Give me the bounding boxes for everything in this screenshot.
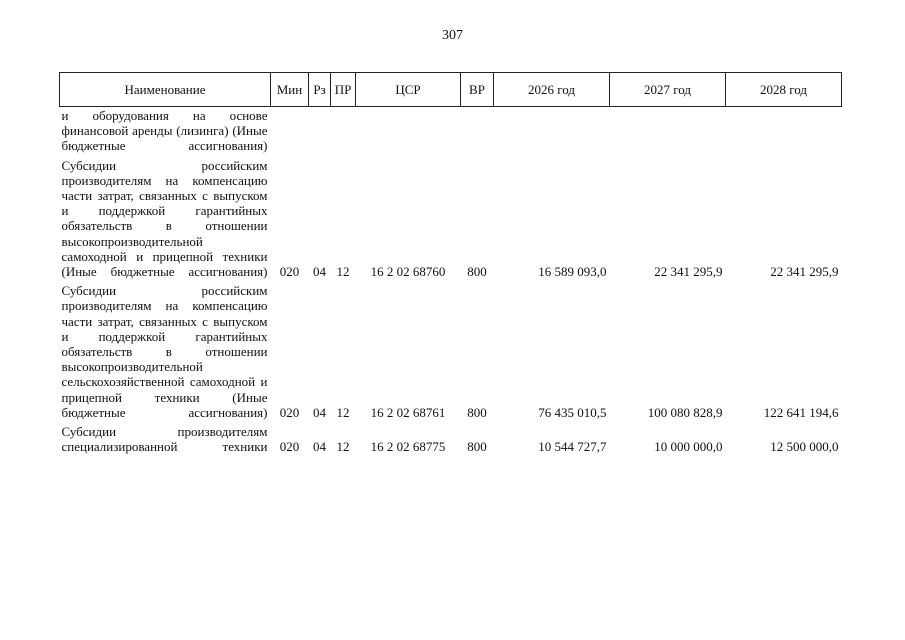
row-2028: 22 341 295,9 [770,264,839,280]
table-row [60,154,842,280]
row-min: 020 [279,264,300,280]
row-2028: 122 641 194,6 [763,404,839,420]
row-name: Субсидии производителям специализированной техники [61,424,268,455]
header-name: Наименование [60,73,271,107]
header-min: Мин [271,73,309,107]
row-min [271,107,309,154]
row-pr: 12 [336,264,350,280]
row-csr: 16 2 02 68760 [370,264,446,280]
row-csr [356,107,461,154]
row-rz: 04 [313,404,326,420]
row-vr [461,107,494,154]
row-vr: 800 [467,264,487,280]
row-pr: 12 [336,404,350,420]
row-2026 [494,107,610,154]
row-rz: 04 [313,439,326,455]
table-row [60,279,842,420]
row-rz [309,107,331,154]
row-pr: 12 [336,439,350,455]
row-csr: 16 2 02 68775 [370,439,446,455]
row-csr: 16 2 02 68761 [370,404,446,420]
row-2027: 10 000 000,0 [654,439,723,455]
row-2027: 22 341 295,9 [654,264,723,280]
row-2028 [726,107,842,154]
row-name: Субсидии российским производителям на компенсацию части затрат, связанных с выпуском и поддержкой гарантийных обязательств в отношении высокопроизводительной сельскохозяйственной самоходной и прицепной техники (Иные бюджетные ассигнования) [61,283,268,420]
row-2028: 12 500 000,0 [770,439,839,455]
header-rz: Рз [309,73,331,107]
table-row [60,420,842,454]
row-min: 020 [279,404,300,420]
page-number: 307 [442,28,463,43]
row-pr [331,107,356,154]
header-2028: 2028 год [726,73,842,107]
table-row [60,107,842,154]
row-vr: 800 [467,404,487,420]
row-2026: 76 435 010,5 [538,404,607,420]
table-header-row [60,73,842,107]
row-2026: 16 589 093,0 [538,264,607,280]
budget-table [59,72,842,454]
row-name: Субсидии российским производителям на компенсацию части затрат, связанных с выпуском и поддержкой гарантийных обязательств в отношении высокопроизводительной самоходной и прицепной техники (Иные бюджетные ассигнования) [61,157,268,280]
row-2026: 10 544 727,7 [538,439,607,455]
row-rz: 04 [313,264,326,280]
row-2027 [610,107,726,154]
header-pr: ПР [331,73,356,107]
header-2027: 2027 год [610,73,726,107]
row-name: и оборудования на основе финансовой аренды (лизинга) (Иные бюджетные ассигнования) [61,108,268,154]
row-2027: 100 080 828,9 [647,404,723,420]
row-vr: 800 [467,439,487,455]
header-csr: ЦСР [356,73,461,107]
header-vr: ВР [461,73,494,107]
row-min: 020 [279,439,300,455]
header-2026: 2026 год [494,73,610,107]
